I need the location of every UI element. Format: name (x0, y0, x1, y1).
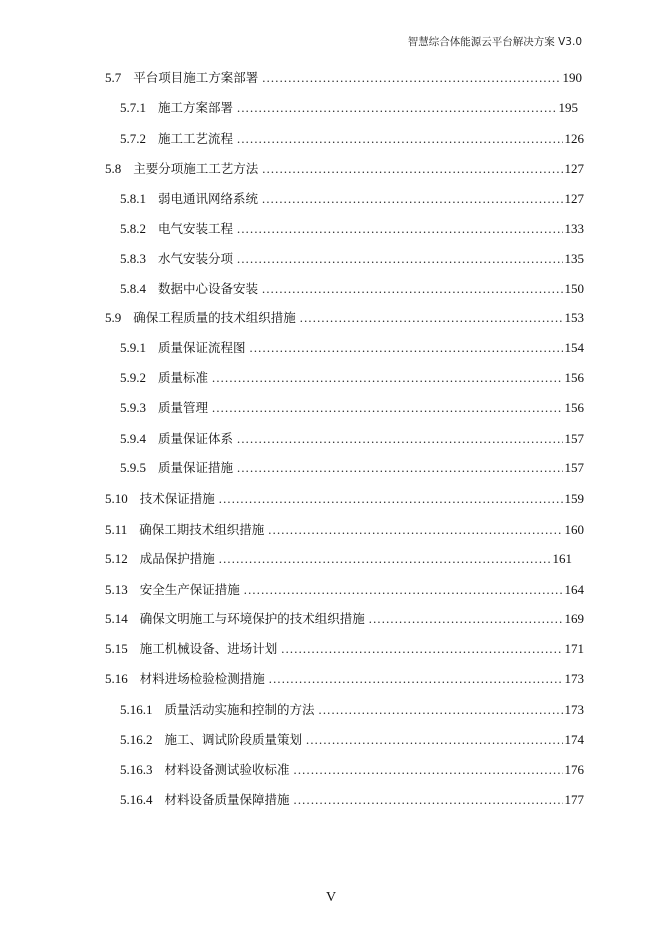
toc-entry-5-9-5[interactable] (120, 459, 584, 477)
toc-leader-dots (250, 339, 563, 357)
toc-page-number: 161 (552, 551, 572, 566)
toc-entry-5-8-2[interactable] (120, 220, 584, 238)
toc-leader-dots (244, 581, 563, 599)
toc-page-number: 126 (564, 131, 584, 146)
toc-leader-dots (219, 550, 551, 568)
toc-page-number: 156 (564, 370, 584, 385)
toc-leader-dots (237, 459, 562, 477)
toc-entry-5-14[interactable] (105, 610, 584, 628)
toc-entry-5-9-2[interactable] (120, 369, 584, 387)
toc-page-number: 157 (564, 460, 584, 475)
toc-entry-5-16[interactable] (105, 670, 584, 688)
toc-number: 5.12 (105, 551, 128, 566)
toc-number: 5.7.1 (120, 100, 146, 115)
toc-entry-5-7-1[interactable] (120, 99, 578, 117)
toc-title: 数据中心设备安装 (158, 281, 259, 296)
toc-entry-5-11[interactable] (105, 521, 584, 539)
toc-leader-dots (262, 280, 562, 298)
toc-page-number: 154 (564, 340, 584, 355)
toc-page-number: 164 (564, 582, 584, 597)
toc-number: 5.13 (105, 582, 128, 597)
toc-leader-dots (268, 521, 562, 539)
toc-page-number: 173 (564, 671, 584, 686)
toc-leader-dots (369, 610, 563, 628)
toc-number: 5.8.2 (120, 221, 146, 236)
toc-number: 5.8.1 (120, 191, 146, 206)
toc-page-number: 127 (564, 191, 584, 206)
toc-number: 5.11 (105, 522, 128, 537)
toc-entry-5-9-1[interactable] (120, 339, 584, 357)
toc-number: 5.14 (105, 611, 128, 626)
toc-leader-dots (262, 69, 560, 87)
toc-title: 质量活动实施和控制的方法 (164, 702, 315, 717)
toc-entry-5-16-2[interactable] (120, 731, 584, 749)
toc-entry-5-7-2[interactable] (120, 130, 584, 148)
toc-title: 安全生产保证措施 (139, 582, 240, 597)
toc-leader-dots (219, 490, 563, 508)
toc-page-number: 127 (564, 161, 584, 176)
toc-leader-dots (262, 160, 562, 178)
toc-title: 材料设备质量保障措施 (164, 792, 290, 807)
toc-number: 5.16.1 (120, 702, 153, 717)
toc-number: 5.16.2 (120, 732, 153, 747)
toc-leader-dots (269, 670, 563, 688)
toc-entry-5-8-4[interactable] (120, 280, 584, 298)
toc-entry-5-16-1[interactable] (120, 701, 584, 719)
toc-entry-5-10[interactable] (105, 490, 584, 508)
toc-page-number: 173 (564, 702, 584, 717)
toc-entry-5-9-4[interactable] (120, 430, 584, 448)
toc-number: 5.9.1 (120, 340, 146, 355)
toc-entry-5-8[interactable] (105, 160, 584, 178)
toc-title: 施工、调试阶段质量策划 (164, 732, 303, 747)
toc-leader-dots (300, 309, 563, 327)
toc-leader-dots (281, 640, 562, 658)
page-number-footer: V (325, 890, 337, 905)
toc-leader-dots (237, 99, 556, 117)
toc-title: 平台项目施工方案部署 (133, 70, 259, 85)
toc-title: 技术保证措施 (139, 491, 215, 506)
toc-leader-dots (294, 761, 563, 779)
toc-title: 电气安装工程 (158, 221, 234, 236)
toc-entry-5-9-3[interactable] (120, 399, 584, 417)
toc-number: 5.9 (105, 310, 122, 325)
toc-title: 成品保护措施 (139, 551, 215, 566)
toc-leader-dots (212, 399, 562, 417)
toc-number: 5.8.3 (120, 251, 146, 266)
toc-page-number: 153 (564, 310, 584, 325)
toc-title: 确保工期技术组织措施 (139, 522, 265, 537)
toc-entry-5-15[interactable] (105, 640, 584, 658)
toc-page-number: 135 (564, 251, 584, 266)
toc-title: 弱电通讯网络系统 (158, 191, 259, 206)
toc-page-number: 174 (564, 732, 584, 747)
toc-number: 5.9.4 (120, 431, 146, 446)
toc-title: 质量管理 (158, 400, 209, 415)
toc-number: 5.8 (105, 161, 122, 176)
toc-entry-5-13[interactable] (105, 581, 584, 599)
toc-number: 5.16.4 (120, 792, 153, 807)
toc-leader-dots (306, 731, 562, 749)
toc-page-number: 176 (564, 762, 584, 777)
toc-page-number: 195 (558, 100, 578, 115)
toc-number: 5.9.2 (120, 370, 146, 385)
toc-leader-dots (237, 220, 562, 238)
toc-title: 水气安装分项 (158, 251, 234, 266)
toc-number: 5.7 (105, 70, 122, 85)
toc-entry-5-7[interactable] (105, 69, 582, 87)
toc-leader-dots (319, 701, 563, 719)
toc-leader-dots (237, 430, 562, 448)
toc-leader-dots (237, 250, 562, 268)
toc-entry-5-8-1[interactable] (120, 190, 584, 208)
toc-title: 质量标准 (158, 370, 209, 385)
toc-title: 质量保证措施 (158, 460, 234, 475)
toc-page-number: 133 (564, 221, 584, 236)
toc-number: 5.16.3 (120, 762, 153, 777)
toc-page-number: 159 (564, 491, 584, 506)
toc-title: 确保文明施工与环境保护的技术组织措施 (139, 611, 365, 626)
toc-page-number: 177 (564, 792, 584, 807)
toc-title: 确保工程质量的技术组织措施 (133, 310, 296, 325)
toc-page-number: 169 (564, 611, 584, 626)
toc-page-number: 190 (562, 70, 582, 85)
toc-title: 质量保证体系 (158, 431, 234, 446)
toc-number: 5.8.4 (120, 281, 146, 296)
toc-page-number: 150 (564, 281, 584, 296)
toc-entry-5-9[interactable] (105, 309, 584, 327)
page-header: 智慧综合体能源云平台解决方案 V3.0 (407, 36, 582, 48)
toc-number: 5.10 (105, 491, 128, 506)
toc-title: 施工机械设备、进场计划 (139, 641, 278, 656)
toc-title: 主要分项施工工艺方法 (133, 161, 259, 176)
toc-number: 5.7.2 (120, 131, 146, 146)
toc-entry-5-16-4[interactable] (120, 791, 584, 809)
toc-page-number: 157 (564, 431, 584, 446)
toc-title: 质量保证流程图 (158, 340, 246, 355)
toc-page-number: 171 (564, 641, 584, 656)
toc-title: 材料设备测试验收标准 (164, 762, 290, 777)
toc-leader-dots (212, 369, 562, 387)
toc-number: 5.9.5 (120, 460, 146, 475)
toc-title: 施工工艺流程 (158, 131, 234, 146)
toc-number: 5.15 (105, 641, 128, 656)
toc-leader-dots (237, 130, 562, 148)
toc-number: 5.9.3 (120, 400, 146, 415)
toc-number: 5.16 (105, 671, 128, 686)
toc-page-number: 160 (564, 522, 584, 537)
toc-entry-5-16-3[interactable] (120, 761, 584, 779)
toc-title: 材料进场检验检测措施 (139, 671, 265, 686)
toc-entry-5-8-3[interactable] (120, 250, 584, 268)
toc-page-number: 156 (564, 400, 584, 415)
toc-leader-dots (294, 791, 563, 809)
toc-title: 施工方案部署 (158, 100, 234, 115)
toc-leader-dots (262, 190, 562, 208)
toc-entry-5-12[interactable] (105, 550, 572, 568)
